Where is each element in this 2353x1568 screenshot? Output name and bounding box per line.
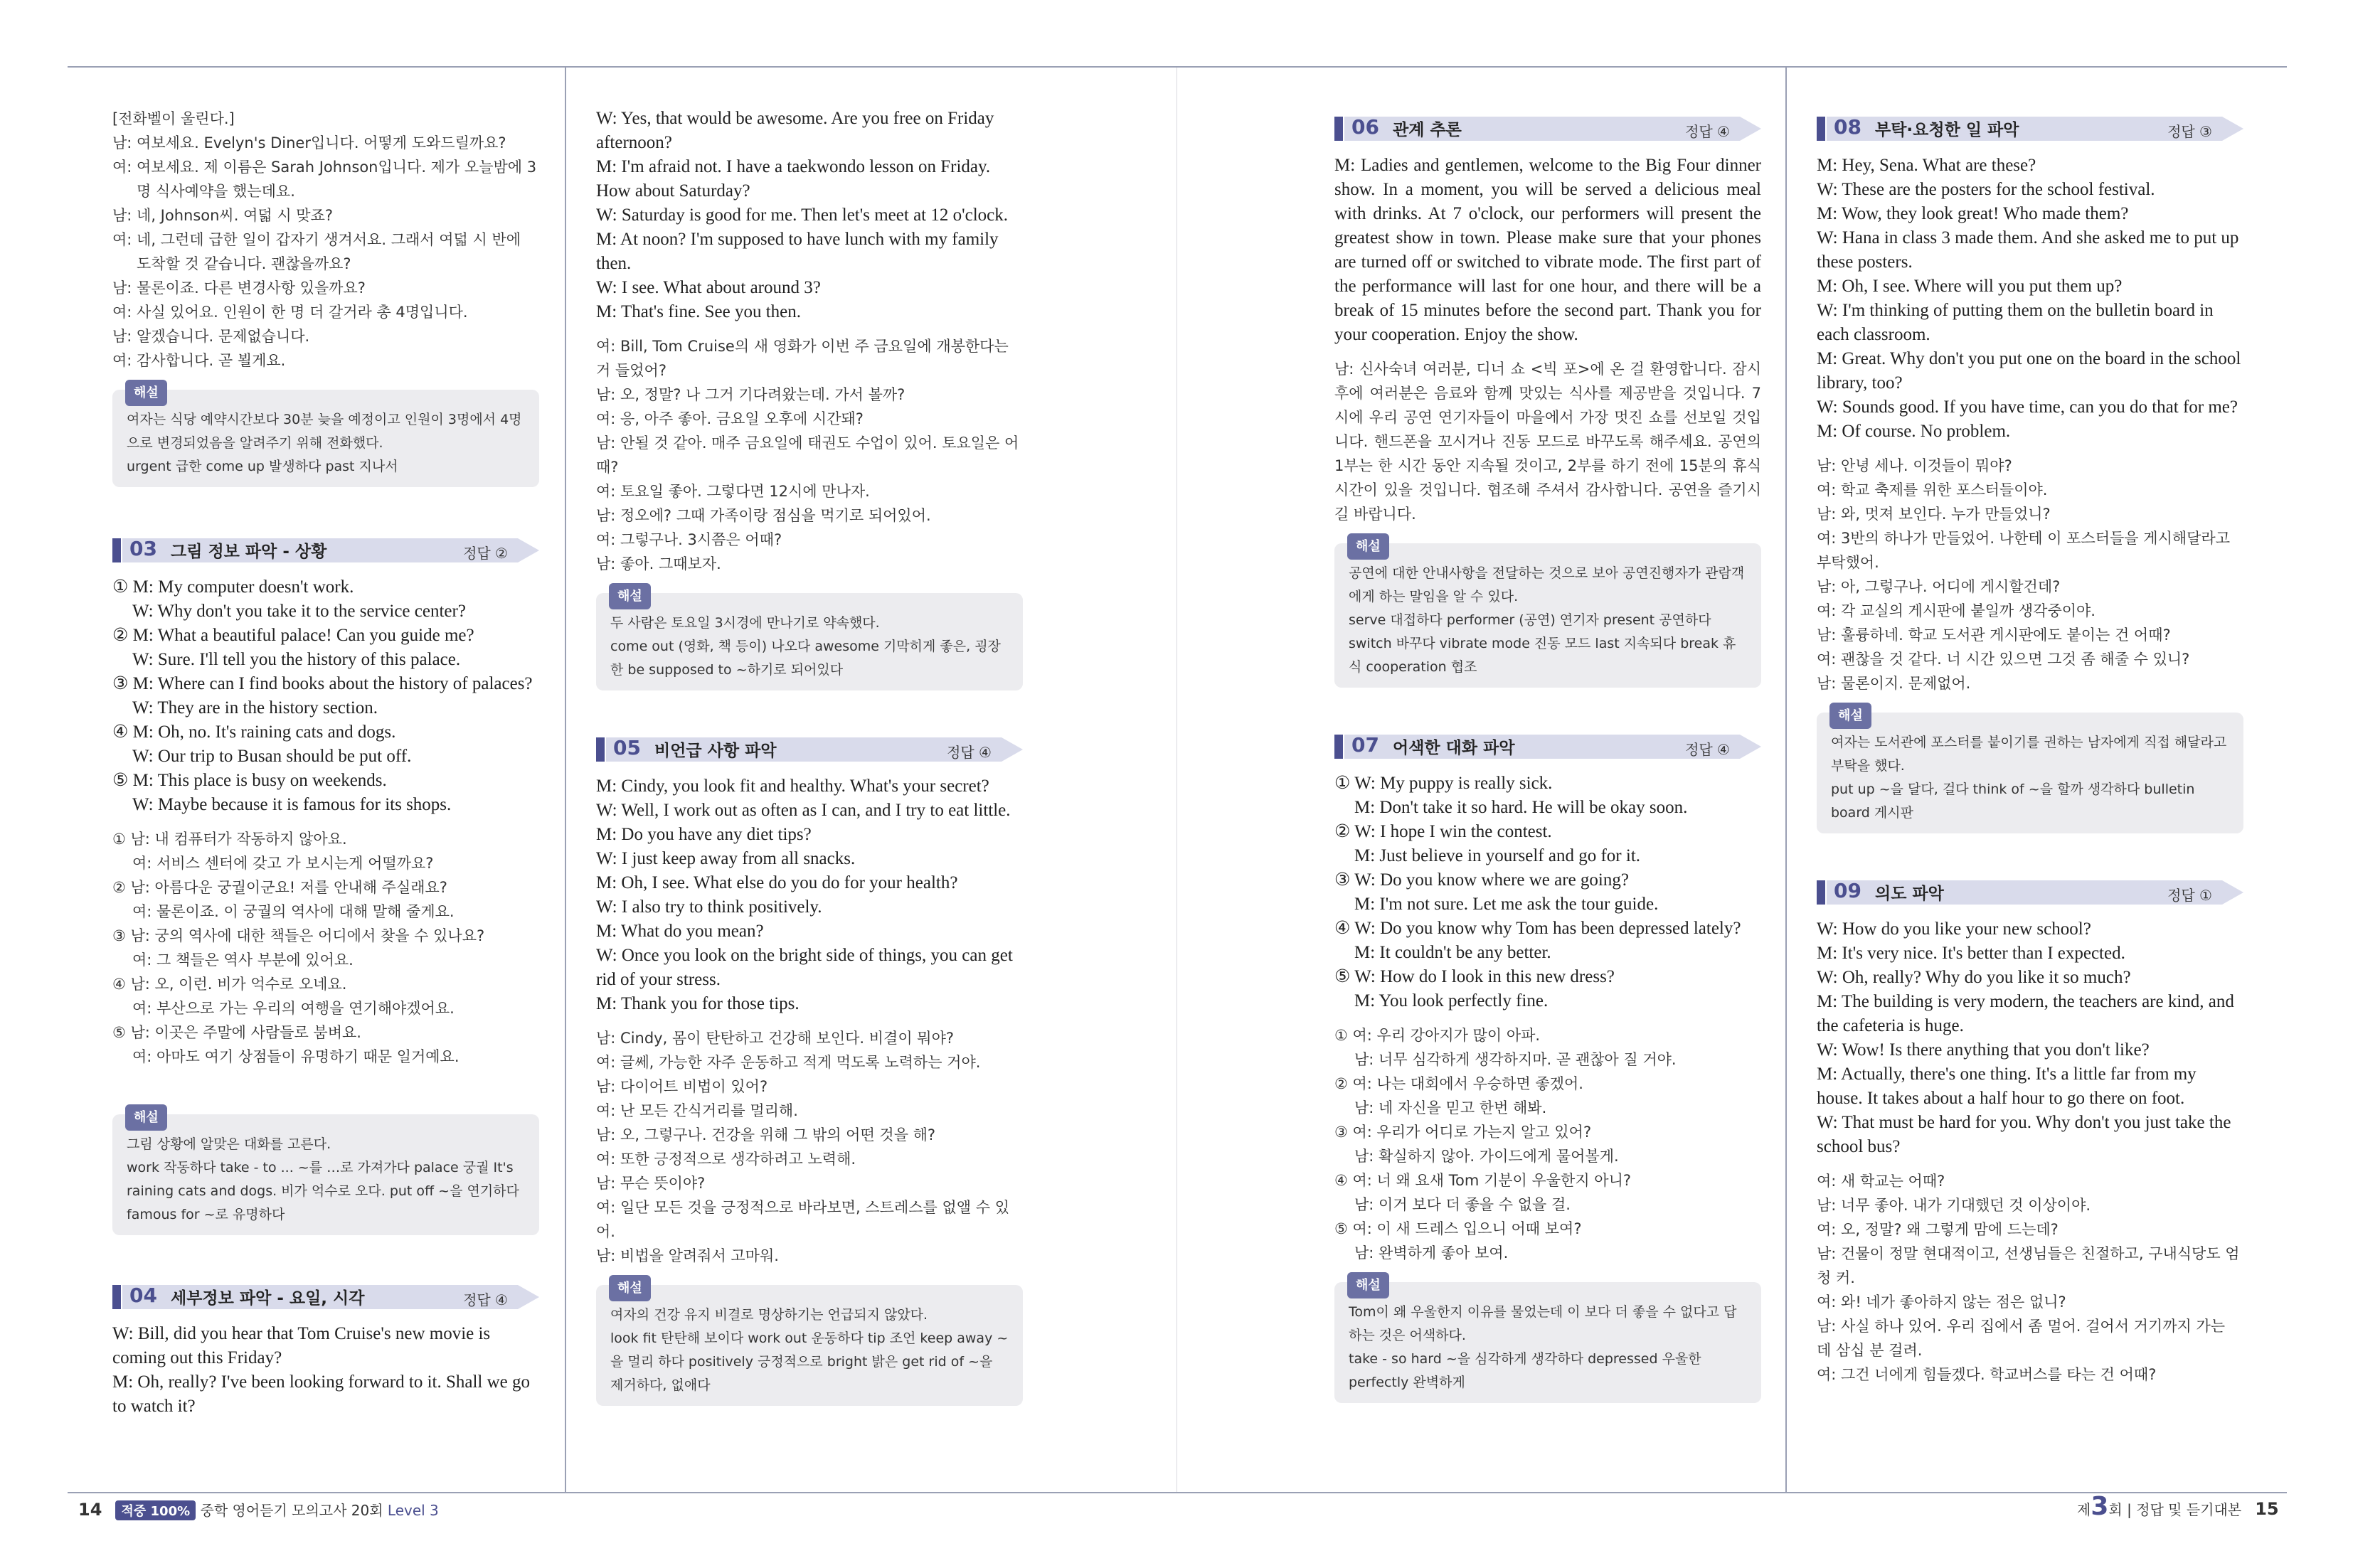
- col-divider-1: [565, 68, 566, 1492]
- script-line: W: They are in the history section.: [132, 698, 378, 718]
- script-line: M: I'm not sure. Let me ask the tour guide.: [1354, 895, 1659, 914]
- intro-ko-line: [전화벨이 울린다.]: [112, 110, 235, 127]
- script-line: M: Great. Why don't you put one on the board in the school library, too?: [1817, 349, 2241, 393]
- script-line: W: These are the posters for the school festival.: [1817, 180, 2155, 199]
- script-line: W: Once you look on the bright side of things, you can get rid of your stress.: [596, 946, 1013, 989]
- section-number: 04: [129, 1284, 157, 1307]
- translation-line: ② 여: 나는 대회에서 우승하면 좋겠어.: [1334, 1075, 1583, 1092]
- translation-line: 남: 오, 그렇구나. 건강을 위해 그 밖의 어떤 것을 해?: [596, 1126, 936, 1143]
- translation-line: 남: 사실 하나 있어. 우리 집에서 좀 멀어. 걸어서 거기까지 가는 데 삼십 분 걸려.: [1817, 1318, 2226, 1359]
- section-marker: [1817, 880, 1825, 905]
- vocab-list: take - so hard ~을 심각하게 생각하다 depressed 우울한 perfectly 완벽하게: [1349, 1351, 1701, 1390]
- translation-line: 여: Bill, Tom Cruise의 새 영화가 이번 주 금요일에 개봉한다는 거 들었어?: [596, 338, 1009, 379]
- translation-line: 남: 네 자신을 믿고 한번 해봐.: [1354, 1099, 1547, 1116]
- section-answer: 정답 ③: [2167, 123, 2212, 140]
- script-line: ⑤ M: This place is busy on weekends.: [112, 771, 387, 790]
- section-title: 비언급 사항 파악: [654, 742, 777, 760]
- explanation-text: Tom이 왜 우울한지 이유를 물었는데 이 보다 더 좋을 수 없다고 답하는 것은 어색하다.: [1349, 1304, 1737, 1343]
- translation-line: 남: 정오에? 그때 가족이랑 점심을 먹기로 되어있어.: [596, 507, 931, 524]
- script-line: W: Hana in class 3 made them. And she asked me to put up these posters.: [1817, 228, 2239, 272]
- column-3: [1334, 115, 1761, 1403]
- translation-line: 여: 그렇구나. 3시쯤은 어때?: [596, 531, 782, 548]
- explanation-tag: 해설: [1829, 703, 1871, 729]
- section-header-04: [112, 1284, 539, 1312]
- script-line: W: That must be hard for you. Why don't you just take the school bus?: [1817, 1113, 2231, 1156]
- vocab-list: work 작동하다 take - to ... ~를 …로 가져가다 palace 궁궐 It's raining cats and dogs. 비가 억수로 오다. put off ~을 연기하다 famous for ~로 유명하다: [127, 1160, 519, 1222]
- script-line: ④ W: Do you know why Tom has been depressed lately?: [1334, 919, 1741, 938]
- section-title: 관계 추론: [1393, 121, 1462, 139]
- script-line: W: Why don't you take it to the service center?: [132, 602, 466, 621]
- script-line: M: At noon? I'm supposed to have lunch with my family then.: [596, 230, 999, 273]
- script-line: M: Wow, they look great! Who made them?: [1817, 204, 2129, 223]
- section-arrow: [1002, 737, 1023, 762]
- translation-line: 여: 일단 모든 것을 긍정적으로 바라보면, 스트레스를 없앨 수 있어.: [596, 1199, 1009, 1240]
- script-line: W: I just keep away from all snacks.: [596, 849, 856, 868]
- translation-line: 남: 확실하지 않아. 가이드에게 물어볼게.: [1354, 1148, 1619, 1165]
- column-4: [1817, 115, 2243, 1387]
- script-line: W: Well, I work out as often as I can, and I try to eat little.: [596, 801, 1011, 820]
- explanation-box: [596, 589, 1023, 690]
- section-header-08: [1817, 115, 2243, 144]
- translation-line: 남: 너무 심각하게 생각하지마. 곧 괜찮아 질 거야.: [1354, 1051, 1677, 1068]
- section-title: 의도 파악: [1875, 885, 1944, 903]
- explanation-text: 여자는 도서관에 포스터를 붙이기를 권하는 남자에게 직접 해달라고 부탁을 했다.: [1831, 735, 2227, 774]
- explanation-box: [112, 1110, 539, 1235]
- test-number: 3: [2091, 1492, 2109, 1521]
- script-line: W: I'm thinking of putting them on the bulletin board in each classroom.: [1817, 301, 2214, 344]
- script-line: W: Bill, did you hear that Tom Cruise's new movie is coming out this Friday?: [112, 1324, 491, 1367]
- intro-ko-line: 도착할 것 같습니다. 괜찮을까요?: [137, 255, 351, 272]
- section-answer: 정답 ④: [947, 744, 992, 761]
- translation-line: 여: 오, 정말? 왜 그렇게 맘에 드는데?: [1817, 1221, 2059, 1238]
- translation-line: 여: 괜찮을 것 같다. 너 시간 있으면 그것 좀 해줄 수 있니?: [1817, 651, 2190, 668]
- section-answer: 정답 ④: [1685, 741, 1730, 758]
- script-line: W: Our trip to Busan should be put off.: [132, 747, 412, 766]
- script-line: M: It couldn't be any better.: [1354, 943, 1551, 962]
- column-2: [596, 107, 1023, 1406]
- translation-line: 여: 응, 아주 좋아. 금요일 오후에 시간돼?: [596, 410, 864, 427]
- section-marker: [1334, 117, 1343, 141]
- script-line: M: What do you mean?: [596, 922, 764, 941]
- vocab-list: urgent 급한 come up 발생하다 past 지나서: [127, 459, 398, 474]
- vocab-list: put up ~을 달다, 걸다 think of ~을 할까 생각하다 bulletin board 게시판: [1831, 782, 2195, 821]
- page-number-left: 14: [78, 1500, 102, 1520]
- translation-line: 남: 좋아. 그때보자.: [596, 555, 721, 572]
- script-line: W: Yes, that would be awesome. Are you free on Friday afternoon?: [596, 109, 994, 152]
- translation-line: 여: 그 책들은 역사 부분에 있어요.: [132, 951, 354, 969]
- translation-line: ③ 여: 우리가 어디로 가는지 알고 있어?: [1334, 1124, 1592, 1141]
- section-title: 세부정보 파악 - 요일, 시각: [171, 1289, 365, 1308]
- translation-line: 남: 안될 것 같아. 매주 금요일에 태권도 수업이 있어. 토요일은 어때?: [596, 434, 1019, 476]
- intro-ko-line: 여: 네, 그런데 급한 일이 갑자기 생겨서요. 그래서 여덟 시 반에: [112, 231, 521, 248]
- vocab-list: serve 대접하다 performer (공연) 연기자 present 공연하다 switch 바꾸다 vibrate mode 진동 모드 last 지속되다 break 휴식 cooperation 협조: [1349, 612, 1736, 675]
- section-arrow: [1740, 117, 1761, 141]
- translation-paragraph: 남: 신사숙녀 여러분, 디너 쇼 <빅 포>에 온 걸 환영합니다. 잠시 후에 여러분은 음료와 함께 맛있는 식사를 제공받을 것입니다. 7시에 우리 공연 연기자들이 마을에서 가장 멋진 쇼를 선보일 것입니다. 핸드폰을 꼬시거나 진동 모드로 바꾸도록 해주세요. 공연의 1부는 한 시간 동안 지속될 것이고, 2부를 하기 전에 15분의 휴식 시간이 있을 것입니다. 협조해 주셔서 감사합니다. 공연을 즐기시길 바랍니다.: [1334, 361, 1761, 523]
- section-header-03: [112, 537, 539, 565]
- explanation-tag: 해설: [1347, 533, 1389, 560]
- section-title: 부탁·요청한 일 파악: [1875, 121, 2019, 139]
- script-line: M: The building is very modern, the teachers are kind, and the cafeteria is huge.: [1817, 992, 2234, 1035]
- translation-line: ④ 여: 너 왜 요새 Tom 기분이 우울한지 아니?: [1334, 1172, 1632, 1189]
- script-line: ⑤ W: How do I look in this new dress?: [1334, 967, 1615, 986]
- explanation-box: [112, 385, 539, 487]
- translation-line: 여: 토요일 좋아. 그렇다면 12시에 만나자.: [596, 483, 870, 500]
- footer-right: [2077, 1492, 2279, 1521]
- section-arrow: [2222, 117, 2243, 141]
- explanation-text: 공연에 대한 안내사항을 전달하는 것으로 보아 공연진행자가 관람객에게 하는 말임을 알 수 있다.: [1349, 565, 1745, 604]
- section-answer: 정답 ④: [463, 1291, 508, 1308]
- script-line: W: Sure. I'll tell you the history of this palace.: [132, 650, 461, 669]
- translation-line: 여: 물론이죠. 이 궁궐의 역사에 대해 말해 줄게요.: [132, 903, 455, 920]
- script-line: M: Do you have any diet tips?: [596, 825, 812, 844]
- translation-line: 여: 와! 네가 좋아하지 않는 점은 없니?: [1817, 1294, 2066, 1311]
- translation-line: 남: 완벽하게 좋아 보여.: [1354, 1244, 1509, 1262]
- script-line: W: Sounds good. If you have time, can you do that for me?: [1817, 398, 2238, 417]
- section-number: 09: [1834, 879, 1861, 902]
- intro-ko-line: 남: 네, Johnson씨. 여덟 시 맞죠?: [112, 207, 333, 224]
- section-arrow: [518, 1285, 539, 1309]
- explanation-tag: 해설: [609, 1275, 651, 1301]
- section-arrow: [518, 538, 539, 562]
- script-line: M: Oh, I see. What else do you do for your health?: [596, 873, 958, 892]
- translation-line: 남: 무슨 뜻이야?: [596, 1175, 706, 1192]
- translation-line: 여: 부산으로 가는 우리의 여행을 연기해야겠어요.: [132, 1000, 455, 1017]
- explanation-tag: 해설: [125, 1104, 167, 1131]
- col-divider-2: [1785, 68, 1787, 1492]
- intro-ko-line: 남: 물론이죠. 다른 변경사항 있을까요?: [112, 279, 366, 297]
- translation-line: 남: 물론이지. 문제없어.: [1817, 675, 1971, 692]
- section-marker: [1817, 117, 1825, 141]
- section-marker: [1334, 735, 1343, 759]
- translation-line: 남: 다이어트 비법이 있어?: [596, 1078, 768, 1095]
- bottom-rule: [68, 1492, 2287, 1493]
- translation-line: ② 남: 아름다운 궁궐이군요! 저를 안내해 주실래요?: [112, 879, 447, 896]
- translation-line: 남: Cindy, 몸이 탄탄하고 건강해 보인다. 비결이 뭐야?: [596, 1030, 955, 1047]
- section-answer: 정답 ④: [1685, 123, 1730, 140]
- top-rule: [68, 66, 2287, 68]
- script-line: ① M: My computer doesn't work.: [112, 577, 354, 597]
- script-line: W: Wow! Is there anything that you don't like?: [1817, 1040, 2150, 1060]
- script-paragraph: M: Ladies and gentlemen, welcome to the Big Four dinner show. In a moment, you will be served a delicious meal with drinks. At 7 o'clock, our performers will present the greatest show in town. Please make sure that your phones are turned off or switched to vibrate mode. The first part of the performance will last for one hour, and there will be a break of 15 minutes before the second part. Thank you for your cooperation. Enjoy the show.: [1334, 156, 1761, 344]
- explanation-box: [596, 1281, 1023, 1406]
- page-number-right: 15: [2255, 1499, 2279, 1519]
- script-line: M: It's very nice. It's better than I expected.: [1817, 944, 2125, 963]
- brand-badge: 적중 100%: [115, 1500, 196, 1520]
- explanation-text: 두 사람은 토요일 3시경에 만나기로 약속했다.: [610, 615, 880, 631]
- translation-line: 남: 아, 그렇구나. 어디에 게시할건데?: [1817, 578, 2061, 595]
- intro-ko-line: 남: 알겠습니다. 문제없습니다.: [112, 328, 310, 345]
- translation-line: 여: 아마도 여기 상점들이 유명하기 때문 일거예요.: [132, 1048, 460, 1065]
- section-arrow: [1740, 735, 1761, 759]
- script-line: M: Oh, I see. Where will you put them up?: [1817, 277, 2123, 296]
- vocab-list: look fit 탄탄해 보이다 work out 운동하다 tip 조언 keep away ~을 멀리 하다 positively 긍정적으로 bright 밝은 get rid of ~을 제거하다, 없애다: [610, 1330, 1009, 1393]
- script-line: M: Don't take it so hard. He will be okay soon.: [1354, 798, 1688, 817]
- explanation-tag: 해설: [1347, 1272, 1389, 1298]
- section-title: 어색한 대화 파악: [1393, 739, 1515, 757]
- explanation-box: [1817, 708, 2243, 833]
- script-line: M: You look perfectly fine.: [1354, 991, 1549, 1010]
- section-number: 07: [1351, 733, 1379, 757]
- script-line: M: That's fine. See you then.: [596, 302, 802, 321]
- translation-line: 남: 와, 멋져 보인다. 누가 만들었니?: [1817, 506, 2051, 523]
- intro-ko-line: 여: 여보세요. 제 이름은 Sarah Johnson입니다. 제가 오늘밤에 3: [112, 159, 537, 176]
- translation-line: ⑤ 남: 이곳은 주말에 사람들로 붐벼요.: [112, 1024, 361, 1041]
- translation-line: 남: 비법을 알려줘서 고마워.: [596, 1247, 779, 1264]
- section-number: 06: [1351, 115, 1379, 139]
- explanation-text: 여자는 식당 예약시간보다 30분 늦을 예정이고 인원이 3명에서 4명으로 변경되었음을 알려주기 위해 전화했다.: [127, 412, 522, 451]
- section-number: 05: [613, 736, 641, 759]
- section-marker: [596, 737, 605, 762]
- translation-line: 여: 또한 긍정적으로 생각하려고 노력해.: [596, 1151, 856, 1168]
- translation-line: 여: 서비스 센터에 갖고 가 보시는게 어떨까요?: [132, 855, 434, 872]
- translation-line: 여: 3반의 하나가 만들었어. 나한테 이 포스터들을 게시해달라고 부탁했어.: [1817, 530, 2230, 571]
- script-line: ② W: I hope I win the contest.: [1334, 822, 1552, 841]
- translation-line: 남: 오, 정말? 나 그거 기다려왔는데. 가서 볼까?: [596, 386, 905, 403]
- section-marker: [112, 538, 121, 562]
- translation-line: ① 남: 내 컴퓨터가 작동하지 않아요.: [112, 831, 347, 848]
- section-header-09: [1817, 879, 2243, 907]
- book-title: 중학 영어듣기 모의고사 20회: [200, 1502, 383, 1519]
- script-line: M: Just believe in yourself and go for it.: [1354, 846, 1641, 865]
- translation-line: 여: 각 교실의 게시판에 붙일까 생각중이야.: [1817, 602, 2096, 619]
- translation-line: 여: 새 학교는 어때?: [1817, 1173, 1945, 1190]
- translation-line: 남: 이거 보다 더 좋을 수 없을 걸.: [1354, 1196, 1571, 1213]
- section-number: 03: [129, 537, 157, 560]
- script-line: M: Cindy, you look fit and healthy. What's your secret?: [596, 777, 989, 796]
- script-line: W: How do you like your new school?: [1817, 919, 2091, 939]
- section-title: 그림 정보 파악 - 상황: [171, 543, 327, 561]
- section-marker: [112, 1285, 121, 1309]
- test-prefix: 제: [2077, 1501, 2091, 1518]
- translation-line: ① 여: 우리 강아지가 많이 아파.: [1334, 1027, 1541, 1044]
- explanation-tag: 해설: [125, 380, 167, 406]
- script-line: M: Hey, Sena. What are these?: [1817, 156, 2036, 175]
- translation-line: 여: 난 모든 간식거리를 멀리해.: [596, 1102, 798, 1119]
- translation-line: 여: 학교 축제를 위한 포스터들이야.: [1817, 481, 2048, 498]
- intro-ko-line: 여: 감사합니다. 곧 뵐게요.: [112, 352, 286, 369]
- translation-line: ④ 남: 오, 이런. 비가 억수로 오네요.: [112, 976, 347, 993]
- explanation-box: [1334, 1278, 1761, 1403]
- translation-line: 남: 훌륭하네. 학교 도서관 게시판에도 붙이는 건 어때?: [1817, 626, 2171, 644]
- section-number: 08: [1834, 115, 1861, 139]
- explanation-box: [1334, 539, 1761, 688]
- intro-ko-line: 남: 여보세요. Evelyn's Diner입니다. 어떻게 도와드릴까요?: [112, 134, 506, 151]
- script-line: ① W: My puppy is really sick.: [1334, 774, 1553, 793]
- section-answer: 정답 ①: [2167, 887, 2212, 904]
- script-line: ③ M: Where can I find books about the history of palaces?: [112, 674, 533, 693]
- script-line: M: Oh, really? I've been looking forward to it. Shall we go to watch it?: [112, 1372, 530, 1416]
- page-gutter: [1176, 68, 1177, 1492]
- script-line: W: Oh, really? Why do you like it so much?: [1817, 968, 2131, 987]
- script-line: ④ M: Oh, no. It's raining cats and dogs.: [112, 722, 396, 742]
- script-line: W: I see. What about around 3?: [596, 278, 821, 297]
- script-line: ③ W: Do you know where we are going?: [1334, 870, 1629, 890]
- section-header-05: [596, 736, 1023, 764]
- explanation-tag: 해설: [609, 583, 651, 609]
- script-line: M: Of course. No problem.: [1817, 422, 2011, 441]
- translation-line: ③ 남: 궁의 역사에 대한 책들은 어디에서 찾을 수 있나요?: [112, 927, 485, 944]
- script-line: ② M: What a beautiful palace! Can you guide me?: [112, 626, 474, 645]
- intro-ko-line: 여: 사실 있어요. 인원이 한 명 더 갈거라 총 4명입니다.: [112, 304, 468, 321]
- script-line: W: Maybe because it is famous for its shops.: [132, 795, 452, 814]
- book-level: Level 3: [387, 1502, 439, 1519]
- vocab-list: come out (영화, 책 등이) 나오다 awesome 기막히게 좋은, 굉장한 be supposed to ~하기로 되어있다: [610, 639, 1001, 678]
- script-line: M: I'm afraid not. I have a taekwondo lesson on Friday. How about Saturday?: [596, 157, 991, 201]
- footer-left: [78, 1499, 439, 1520]
- section-answer: 정답 ②: [463, 545, 508, 562]
- section-header-06: [1334, 115, 1761, 144]
- translation-line: 남: 건물이 정말 현대적이고, 선생님들은 친절하고, 구내식당도 엄청 커.: [1817, 1245, 2240, 1286]
- script-line: W: Saturday is good for me. Then let's meet at 12 o'clock.: [596, 206, 1009, 225]
- translation-line: 여: 글쎄, 가능한 자주 운동하고 적게 먹도록 노력하는 거야.: [596, 1054, 981, 1071]
- section-header-07: [1334, 733, 1761, 762]
- script-line: W: I also try to think positively.: [596, 897, 822, 917]
- translation-line: 남: 안녕 세나. 이것들이 뭐야?: [1817, 457, 2012, 474]
- translation-line: 여: 그건 너에게 힘들겠다. 학교버스를 타는 건 어때?: [1817, 1366, 2157, 1383]
- explanation-text: 여자의 건강 유지 비결로 명상하기는 언급되지 않았다.: [610, 1307, 928, 1323]
- translation-line: 남: 너무 좋아. 내가 기대했던 것 이상이야.: [1817, 1197, 2091, 1214]
- explanation-text: 그림 상황에 알맞은 대화를 고른다.: [127, 1136, 331, 1152]
- column-1: [112, 107, 539, 1419]
- test-suffix: 회 | 정답 및 듣기대본: [2108, 1501, 2242, 1518]
- script-line: M: Actually, there's one thing. It's a little far from my house. It takes about a half hour to go there on foot.: [1817, 1065, 2197, 1108]
- intro-ko-line: 명 식사예약을 했는데요.: [137, 183, 295, 200]
- script-line: M: Thank you for those tips.: [596, 994, 800, 1013]
- section-arrow: [2222, 880, 2243, 905]
- translation-line: ⑤ 여: 이 새 드레스 입으니 어때 보여?: [1334, 1220, 1582, 1237]
